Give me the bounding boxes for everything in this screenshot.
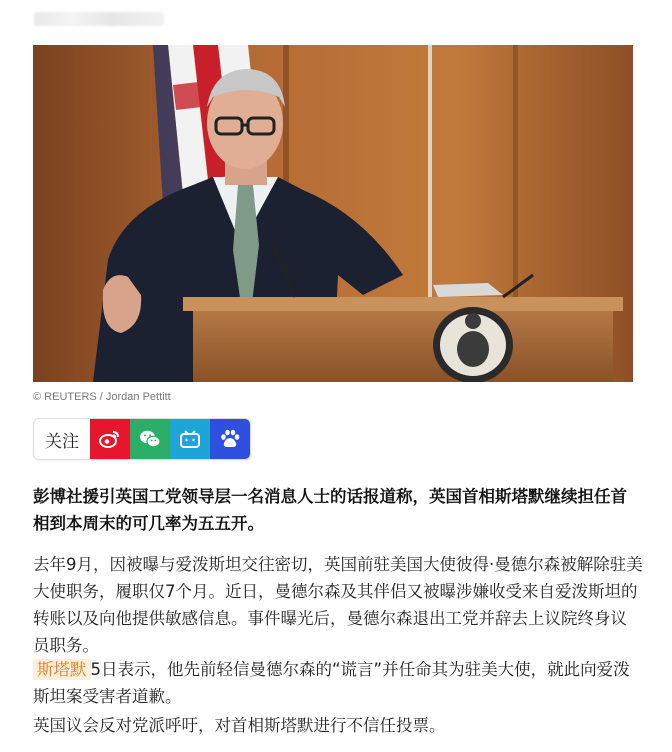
article-paragraph-3: 英国议会反对党派呼吁，对首相斯塔默进行不信任投票。	[33, 716, 446, 735]
paragraph-2-text: 5日表示，他先前轻信曼德尔森的“谎言”并任命其为驻美大使，就此向爱泼斯坦案受害者道歉。	[33, 660, 630, 706]
entity-highlight-link[interactable]: 斯塔默	[33, 659, 91, 680]
share-bar	[33, 418, 251, 460]
follow-button[interactable]: 关注	[34, 419, 90, 459]
baidu-icon	[219, 428, 241, 450]
photo-credit: © REUTERS / Jordan Pettitt	[33, 391, 171, 403]
article-paragraph-1: 去年9月，因被曝与爱泼斯坦交往密切，英国前驻美国大使彼得·曼德尔森被解除驻美大使职务，履职仅7个月。近日，曼德尔森及其伴侣又被曝涉嫌收受来自爱泼斯坦的转账以及向他提供敏感信息。事件曝光后，曼德尔森退出工党并辞去上议院终身议员职务。	[33, 555, 643, 655]
photo-illustration	[33, 45, 633, 382]
share-wechat-button[interactable]	[130, 419, 170, 459]
article-lead: 彭博社援引英国工党领导层一名消息人士的话报道称，英国首相斯塔默继续担任首相到本周末的可几率为五五开。	[33, 487, 627, 533]
share-baidu-button[interactable]	[210, 419, 250, 459]
article-paragraph-2	[33, 656, 643, 710]
weibo-icon	[99, 429, 121, 449]
wechat-icon	[139, 429, 161, 449]
share-bilibili-button[interactable]	[170, 419, 210, 459]
news-photo	[33, 45, 633, 382]
blurred-header-text	[34, 12, 164, 26]
bilibili-icon	[179, 429, 201, 449]
share-weibo-button[interactable]	[90, 419, 130, 459]
